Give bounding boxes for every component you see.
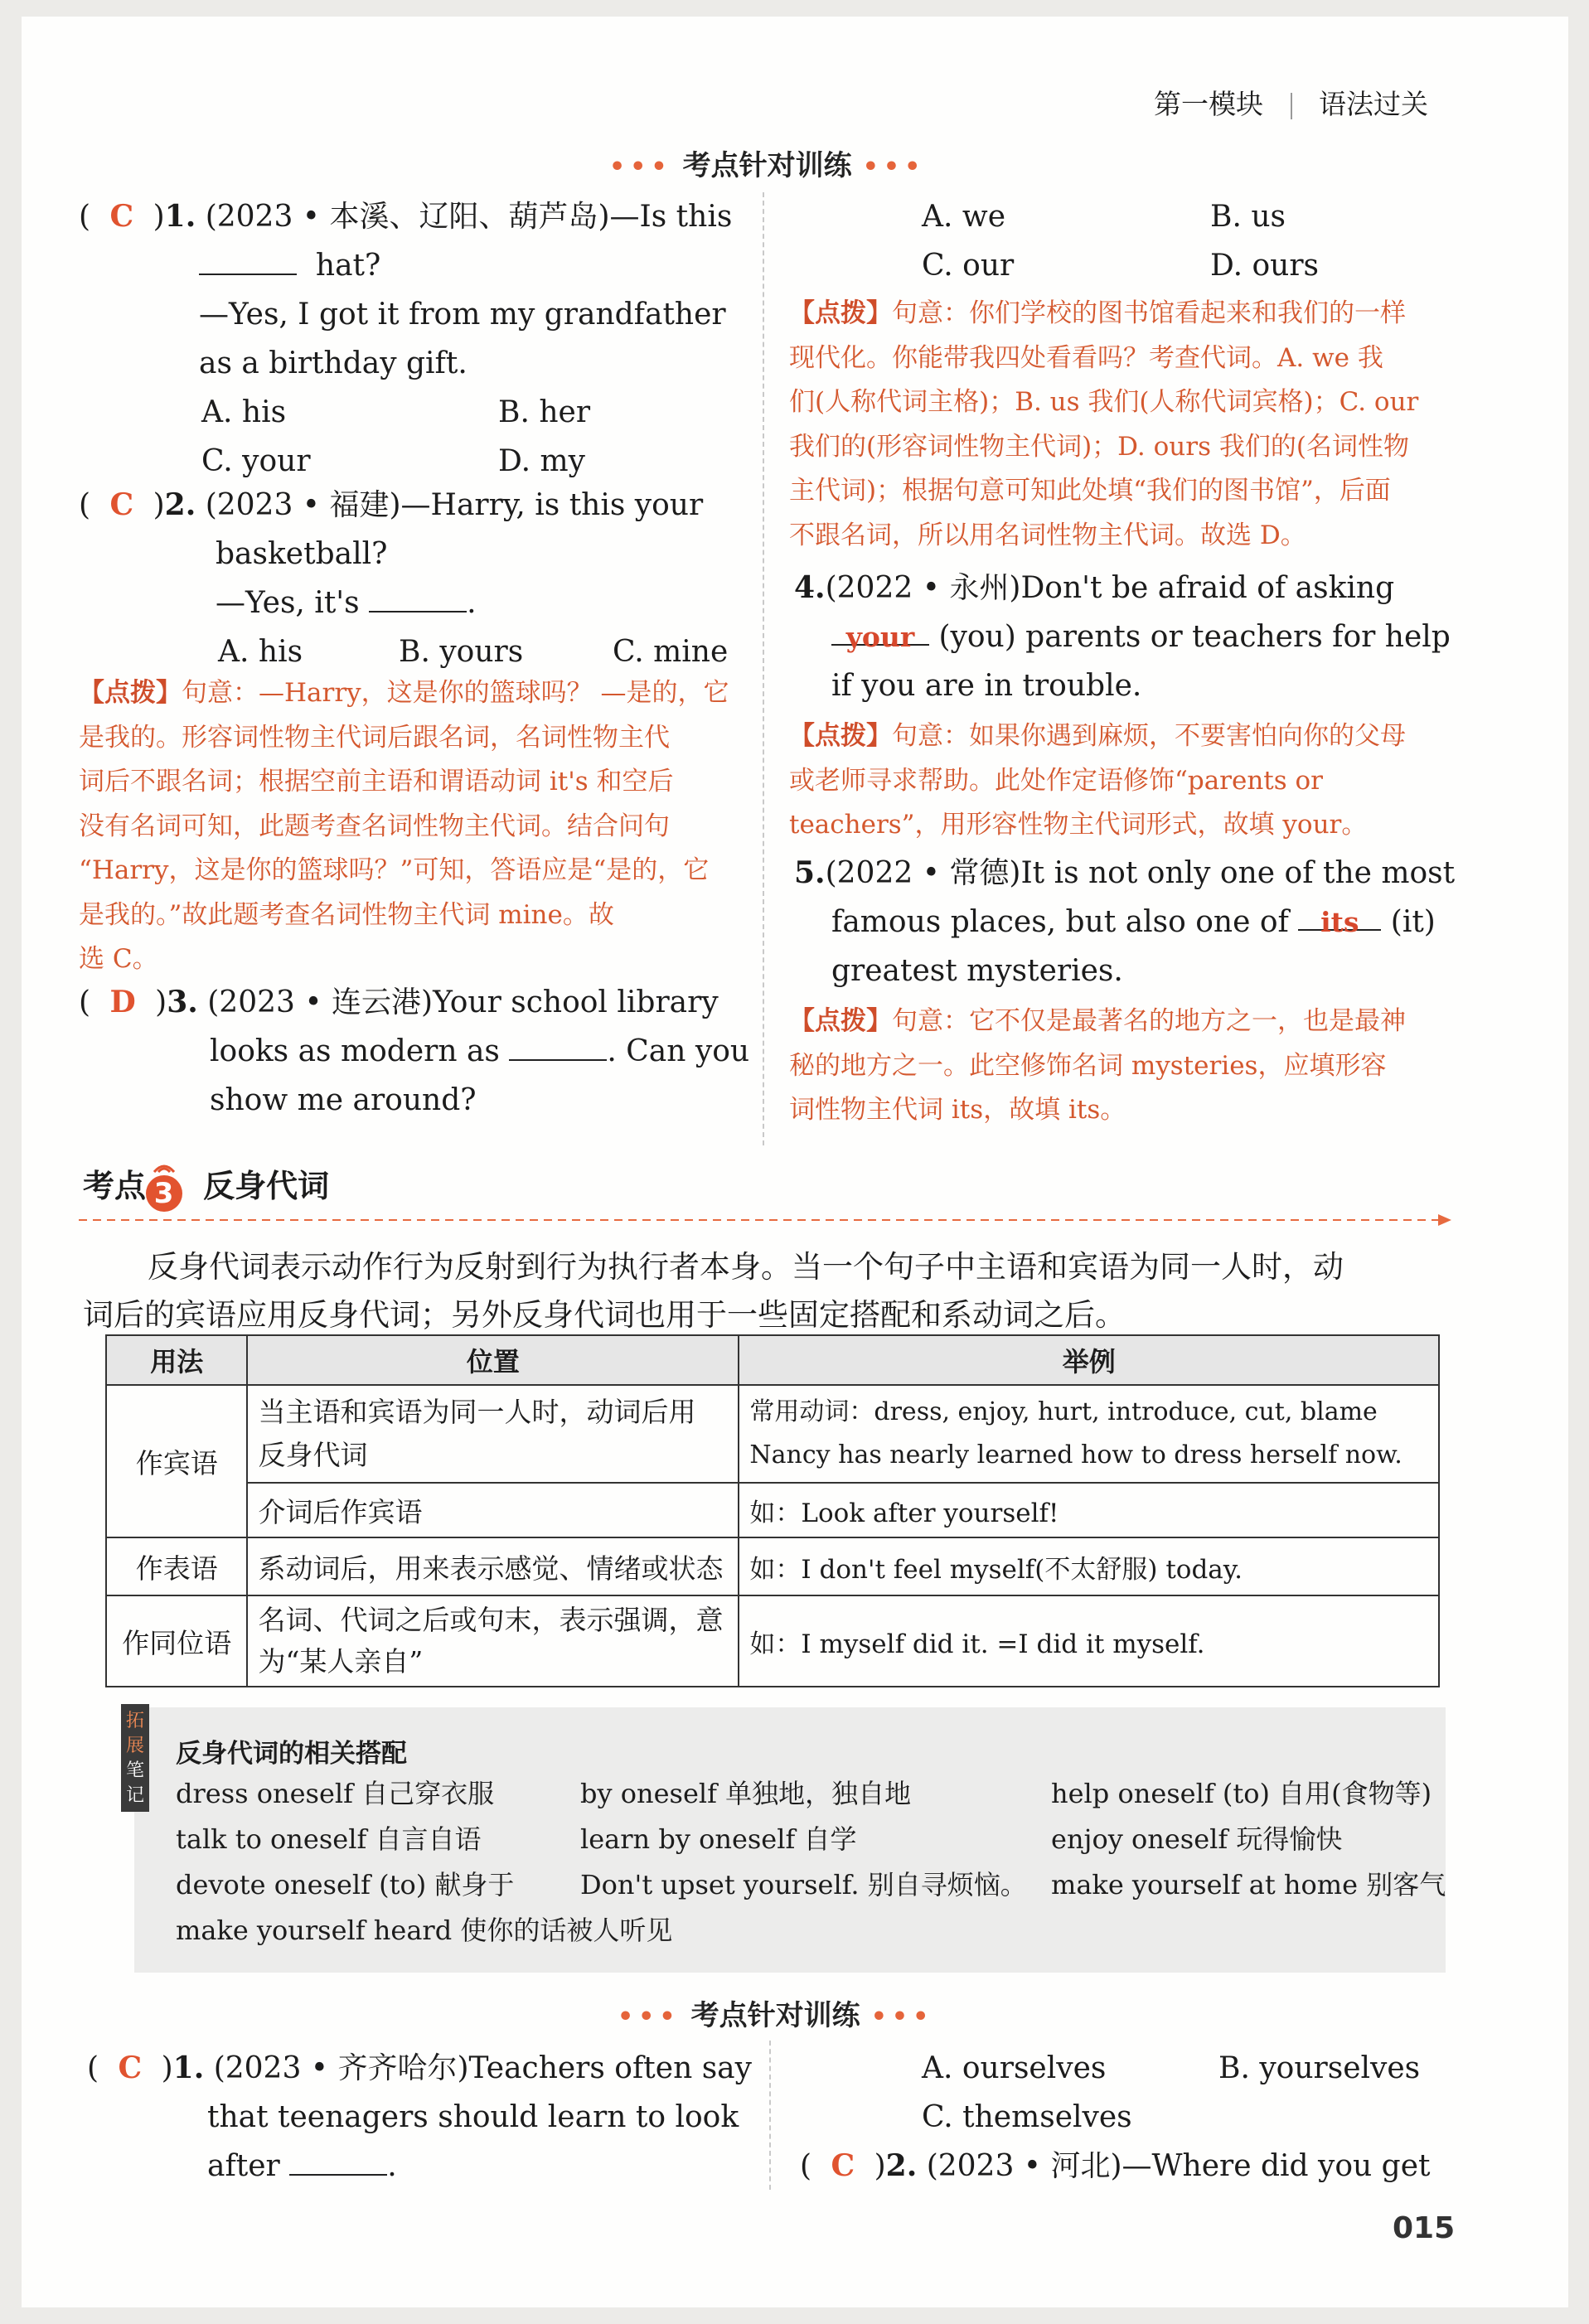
question-4: 4.(2022 • 永州)Don't be afraid of asking your (you) parents or teachers for help if you are in trouble. [794, 570, 1451, 703]
example-cell: 如：Look after yourself! [739, 1483, 1439, 1537]
answer-letter: D [109, 985, 136, 1019]
option: D. my [498, 444, 585, 478]
note-item: Don't upset yourself. 别自寻烦恼。 [580, 1869, 1027, 1900]
table-header: 举例 [739, 1335, 1439, 1385]
table-header-row [106, 1335, 1439, 1385]
question-5: 5.(2022 • 常德)It is not only one of the most famous places, but also one of its (it) greatest mysteries. [794, 855, 1456, 988]
option: A. ourselves [922, 2051, 1107, 2085]
answer-blank[interactable] [289, 2142, 387, 2176]
question-2: ( C )2. (2023 • 福建)—Harry, is this your basketball? —Yes, it's . A. his B. yours C. mine [79, 481, 742, 676]
section-title: 反身代词 [203, 1168, 330, 1204]
option: A. his [201, 395, 287, 429]
note-item: help oneself (to) 自用(食物等) [1051, 1778, 1432, 1809]
option: B. yours [399, 635, 524, 669]
question-source: (2023 • 本溪、辽阳、葫芦岛) [205, 200, 610, 234]
note-item: talk to oneself 自言自语 [176, 1823, 482, 1855]
answer-blank[interactable]: its [1298, 898, 1381, 931]
question-number: 1. [164, 199, 196, 234]
question-3: ( D )3. (2023 • 连云港)Your school library looks as modern as . Can you show me around? [79, 985, 750, 1117]
question-number: 2. [885, 2148, 918, 2183]
table-row [106, 1385, 1439, 1483]
note-item: dress oneself 自己穿衣服 [176, 1778, 495, 1809]
question-number: 1. [172, 2050, 205, 2085]
training-title: 考点针对训练 [682, 149, 852, 182]
signal-icon [148, 1157, 181, 1174]
option: D. ours [1210, 249, 1320, 283]
bottom-question-1: ( C )1. (2023 • 齐齐哈尔)Teachers often say that teenagers should learn to look after . [87, 2050, 752, 2183]
position-cell: 介词后作宾语 [247, 1483, 739, 1537]
tip-q5: 【点拨】句意：它不仅是最著名的地方之一，也是最神 秘的地方之一。此空修饰名词 mysteries，应填形容 词性物主代词 its，故填 its。 [789, 1006, 1406, 1125]
note-item: learn by oneself 自学 [580, 1823, 857, 1855]
table-row [106, 1595, 1439, 1687]
note-item: make yourself at home 别客气 [1051, 1869, 1446, 1900]
question-1: ( C )1. (2023 • 本溪、辽阳、葫芦岛)—Is this hat? —Yes, I got it from my grandfather as a birthday gift. A. his B. her C. your D. my [79, 192, 742, 486]
dots-left: ••• [618, 2002, 681, 2031]
option: A. his [218, 635, 303, 669]
example-cell: 常用动词：dress, enjoy, hurt, introduce, cut, blame Nancy has nearly learned how to dress herself now. [739, 1385, 1439, 1483]
bottom-question-1-options [922, 2044, 1535, 2142]
section-number-badge: 3 [146, 1175, 182, 1212]
example-cell: 如：I don't feel myself(不太舒服) today. [739, 1537, 1439, 1595]
option: B. her [498, 395, 591, 429]
section-intro: 反身代词表示动作行为反射到行为执行者本身。当一个句子中主语和宾语为同一人时，动 词后的宾语应用反身代词；另外反身代词也用于一些固定搭配和系动词之后。 [83, 1249, 1344, 1333]
note-item: enjoy oneself 玩得愉快 [1051, 1823, 1343, 1855]
header [1154, 83, 1428, 122]
note-item: by oneself 单独地，独自地 [580, 1778, 912, 1809]
position-cell: 当主语和宾语为同一人时，动词后用 反身代词 [247, 1385, 739, 1483]
option: C. our [922, 249, 1015, 283]
training-title: 考点针对训练 [690, 1999, 860, 2032]
reflexive-usage-table [105, 1334, 1440, 1687]
option: B. yourselves [1218, 2051, 1421, 2085]
example-cell: 如：I myself did it. =I did it myself. [739, 1595, 1439, 1687]
position-cell: 名词、代词之后或句末，表示强调，意 为“某人亲自” [247, 1595, 739, 1687]
answer-letter: C [109, 199, 134, 234]
tip-label: 【点拨】 [789, 721, 892, 751]
table-row [106, 1537, 1439, 1595]
dots-left: ••• [609, 153, 672, 182]
bottom-question-2: ( C )2. (2023 • 河北)—Where did you get [800, 2148, 1431, 2183]
question-number: 3. [167, 985, 198, 1019]
question-source: (2023 • 齐齐哈尔) [213, 2051, 469, 2085]
position-cell: 系动词后，用来表示感觉、情绪或状态 [247, 1537, 739, 1595]
question-number: 2. [164, 487, 196, 522]
header-section: 语法过关 [1319, 88, 1428, 120]
extension-notes-tag: 拓 展 笔 记 [121, 1704, 149, 1812]
question-3-options [922, 192, 1535, 290]
question-source: (2023 • 河北) [926, 2149, 1122, 2183]
section-arrow-line [79, 1212, 1455, 1228]
notes-title: 反身代词的相关搭配 [176, 1739, 407, 1769]
header-divider [1291, 93, 1292, 119]
dots-right: ••• [870, 2002, 934, 2031]
option: C. your [201, 444, 311, 478]
answer-blank[interactable] [369, 579, 467, 612]
header-module: 第一模块 [1154, 88, 1263, 120]
usage-cell: 作宾语 [106, 1385, 247, 1537]
tip-label: 【点拨】 [789, 298, 892, 328]
usage-cell: 作表语 [106, 1537, 247, 1595]
option: B. us [1210, 200, 1286, 234]
question-source: (2022 • 永州) [825, 571, 1021, 605]
column-divider-bottom [769, 2041, 771, 2190]
column-divider-top [763, 192, 764, 1145]
option: C. themselves [922, 2100, 1132, 2134]
note-item: make yourself heard 使你的话被人听见 [176, 1915, 673, 1946]
question-source: (2022 • 常德) [825, 856, 1021, 890]
answer-blank[interactable]: your [831, 612, 929, 646]
question-source: (2023 • 福建) [205, 488, 401, 522]
option: A. we [922, 200, 1006, 234]
question-number: 5. [794, 855, 826, 890]
tip-q3: 【点拨】句意：你们学校的图书馆看起来和我们的一样 现代化。你能带我四处看看吗？考查代词。A. we 我 们(人称代词主格)；B. us 我们(人称代词宾格)；C. our 我们的(形容词性物主代词)；D. ours 我们的(名词性物 主代词)；根据句意可知此处填“我们的图书馆”，后面 不跟名词，所以用名词性物主代词。故选 D。 [789, 298, 1419, 550]
question-source: (2023 • 连云港) [207, 985, 434, 1019]
answer-blank[interactable] [509, 1028, 607, 1061]
table-row [106, 1483, 1439, 1537]
answer-blank[interactable] [199, 242, 297, 275]
dots-right: ••• [862, 153, 926, 182]
section-label: 考点 [83, 1168, 147, 1204]
usage-cell: 作同位语 [106, 1595, 247, 1687]
answer-letter: C [109, 487, 134, 522]
tip-q4: 【点拨】句意：如果你遇到麻烦，不要害怕向你的父母 或老师寻求帮助。此处作定语修饰“parents or teachers”，用形容性物主代词形式，故填 your。 [789, 721, 1406, 840]
training-heading-top [609, 143, 925, 183]
answer-letter: C [118, 2050, 143, 2085]
section-heading [83, 1160, 329, 1212]
option: C. mine [613, 635, 729, 669]
tip-label: 【点拨】 [79, 678, 182, 708]
tip-q2: 【点拨】句意：—Harry，这是你的篮球吗？ —是的，它 是我的。形容词性物主代词后跟名词，名词性物主代 词后不跟名词；根据空前主语和谓语动词 it's 和空后 没有名词可知，此题考查名词性物主代词。结合问句 “Harry，这是你的篮球吗？”可知，答语应是“是的，它 是我的。”故此题考查名词性物主代词 mine。故 选 C。 [79, 678, 729, 974]
table-header: 位置 [247, 1335, 739, 1385]
question-number: 4. [794, 570, 826, 605]
table-header: 用法 [106, 1335, 247, 1385]
note-item: devote oneself (to) 献身于 [176, 1869, 515, 1900]
training-heading-bottom [618, 1992, 933, 2033]
tip-label: 【点拨】 [789, 1006, 892, 1036]
answer-letter: C [831, 2148, 855, 2183]
page-number: 015 [1393, 2211, 1456, 2245]
